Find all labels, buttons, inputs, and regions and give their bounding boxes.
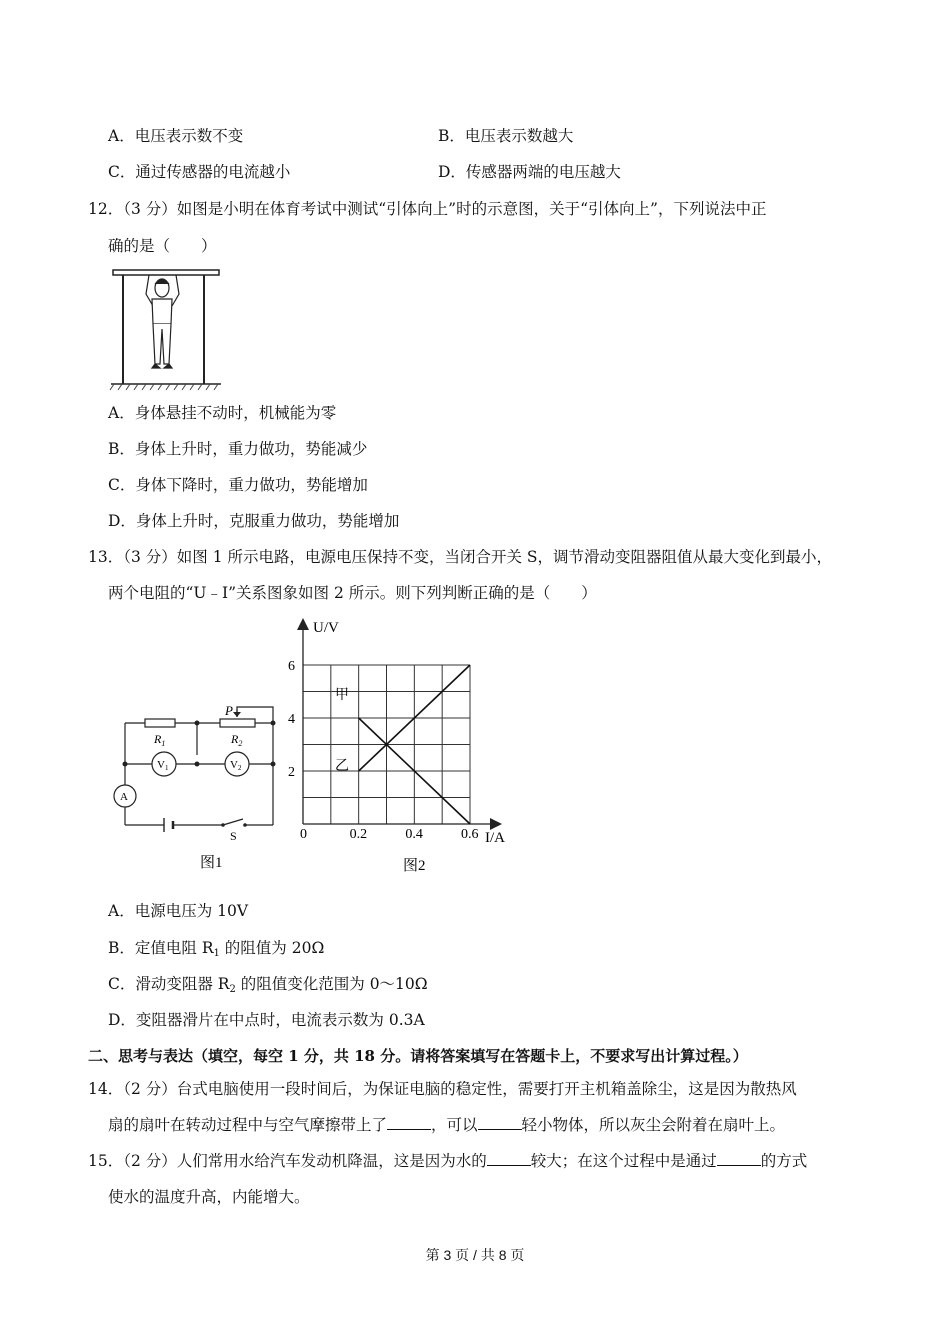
page-footer: 第 3 页 / 共 8 页	[425, 1247, 525, 1263]
y-tick-label: 6	[288, 659, 295, 674]
q11-option-d: D．传感器两端的电压越大	[438, 163, 621, 181]
series-yi-label: 乙	[335, 759, 349, 774]
q14-blank-2[interactable]	[478, 1115, 522, 1130]
q14-blank-1[interactable]	[387, 1115, 431, 1130]
q12-option-b: B．身体上升时，重力做功，势能减少	[108, 440, 368, 458]
y-axis-arrow	[297, 618, 309, 630]
series-jia-label: 甲	[335, 688, 349, 703]
section2-heading: 二、思考与表达（填空，每空 1 分，共 18 分。请将答案填写在答题卡上，不要求写出计算过程。）	[88, 1047, 748, 1065]
q13-stem-line2: 两个电阻的“U﹣I”关系图象如图 2 所示。则下列判断正确的是（ ）	[108, 584, 597, 602]
y-tick-label: 2	[288, 765, 295, 780]
q13-stem-line1: 13．（3 分）如图 1 所示电路，电源电压保持不变，当闭合开关 S，调节滑动变阻器阻值从最大变化到最小，	[88, 548, 833, 566]
q15-blank-1[interactable]	[487, 1151, 531, 1166]
x-axis-arrow	[490, 818, 502, 830]
v2-label: V2	[230, 759, 242, 772]
ammeter-label: A	[120, 791, 128, 803]
q12-option-d: D．身体上升时，克服重力做功，势能增加	[108, 512, 400, 530]
q12-option-a: A．身体悬挂不动时，机械能为零	[108, 404, 337, 422]
p-label: P	[225, 703, 233, 718]
q11-option-b: B．电压表示数越大	[438, 127, 574, 145]
q11-option-c: C．通过传感器的电流越小	[108, 163, 291, 181]
switch-label: S	[230, 829, 237, 843]
fig1-caption: 图1	[200, 855, 223, 871]
r2-label: $R_2$	[231, 732, 243, 748]
q13-option-b: B．定值电阻 $R_1$ 的阻值为 20Ω	[108, 939, 325, 959]
x-tick-label: 0	[300, 827, 307, 842]
q13-option-d: D．变阻器滑片在中点时，电流表示数为 0.3A	[108, 1011, 425, 1029]
x-tick-label: 0.4	[405, 827, 423, 842]
r1-label: $R_1$	[154, 732, 166, 748]
q12-option-c: C．身体下降时，重力做功，势能增加	[108, 476, 368, 494]
q12-stem-line1: 12．（3 分）如图是小明在体育考试中测试“引体向上”时的示意图，关于“引体向上”，下列说法中正	[88, 200, 767, 218]
q11-option-a: A．电压表示数不变	[108, 127, 244, 145]
q14-line1: 14．（2 分）台式电脑使用一段时间后，为保证电脑的稳定性，需要打开主机箱盖除尘，这是因为散热风	[88, 1080, 797, 1098]
ui-chart	[280, 612, 520, 880]
q15-blank-2[interactable]	[717, 1151, 761, 1166]
q14-line2: 扇的扇叶在转动过程中与空气摩擦带上了 ，可以 轻小物体，所以灰尘会附着在扇叶上。	[108, 1116, 786, 1134]
x-tick-label: 0.2	[349, 827, 368, 842]
y-axis-label: U/V	[313, 620, 339, 636]
y-tick-label: 4	[288, 712, 295, 727]
q13-option-a: A．电源电压为 10V	[108, 902, 249, 920]
q12-stem-line2: 确的是（ ）	[108, 237, 217, 255]
x-tick-label: 0.6	[461, 827, 479, 842]
q15-line1: 15．（2 分）人们常用水给汽车发动机降温，这是因为水的 较大；在这个过程中是通过 的方式	[88, 1152, 808, 1170]
pull-up-figure	[108, 266, 223, 392]
q13-option-c: C．滑动变阻器 $R_2$ 的阻值变化范围为 0～10Ω	[108, 975, 428, 995]
x-axis-label: I/A	[485, 830, 505, 846]
v1-label: V1	[157, 759, 169, 772]
circuit-figure	[105, 695, 295, 880]
fig2-caption: 图2	[403, 858, 426, 874]
q15-line2: 使水的温度升高，内能增大。	[108, 1188, 310, 1206]
